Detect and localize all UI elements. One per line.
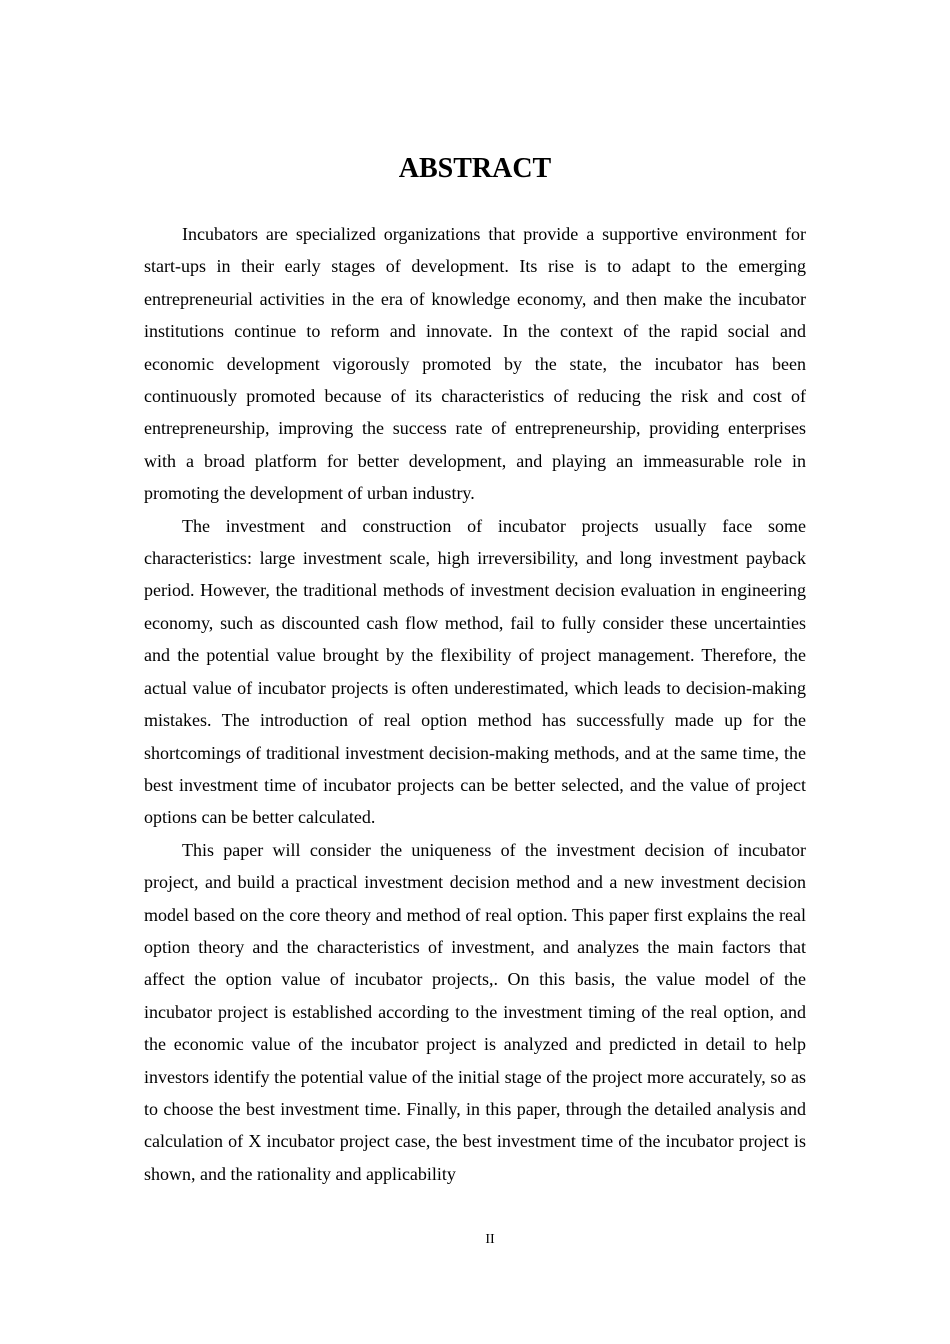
abstract-body — [144, 218, 806, 1190]
abstract-paragraph-3: This paper will consider the uniqueness of the investment decision of incubator project, and build a practical investment decision method and a new investment decision model based on the core theory and method of real option. This paper first explains the real option theory and the characteristics of investment, and analyzes the main factors that affect the option value of incubator projects,. On this basis, the value model of the incubator project is established according to the investment timing of the real option, and the economic value of the incubator project is analyzed and predicted in detail to help investors identify the potential value of the initial stage of the project more accurately, so as to choose the best investment time. Finally, in this paper, through the detailed analysis and calculation of X incubator project case, the best investment time of the incubator project is shown, and the rationality and applicability — [144, 839, 806, 1184]
abstract-paragraph-2: The investment and construction of incubator projects usually face some characteristics: large investment scale, high irreversibility, and long investment payback period. However, the traditional methods of investment decision evaluation in engineering economy, such as discounted cash flow method, fail to fully consider these uncertainties and the potential value brought by the flexibility of project management. Therefore, the actual value of incubator projects is often underestimated, which leads to decision-making mistakes. The introduction of real option method has successfully made up for the shortcomings of traditional investment decision-making methods, and at the same time, the best investment time of incubator projects can be better selected, and the value of project options can be better calculated. — [144, 515, 806, 828]
page-number: II — [485, 1232, 495, 1247]
abstract-title: ABSTRACT — [398, 153, 552, 184]
abstract-paragraph-1: Incubators are specialized organizations that provide a supportive environment for start-ups in their early stages of development. Its rise is to adapt to the emerging entrepreneurial activities in the era of knowledge economy, and then make the incubator institutions continue to reform and innovate. In the context of the rapid social and economic development vigorously promoted by the state, the incubator has been continuously promoted because of its characteristics of reducing the risk and cost of entrepreneurship, improving the success rate of entrepreneurship, providing enterprises with a broad platform for better development, and playing an immeasurable role in promoting the development of urban industry. — [144, 224, 806, 504]
